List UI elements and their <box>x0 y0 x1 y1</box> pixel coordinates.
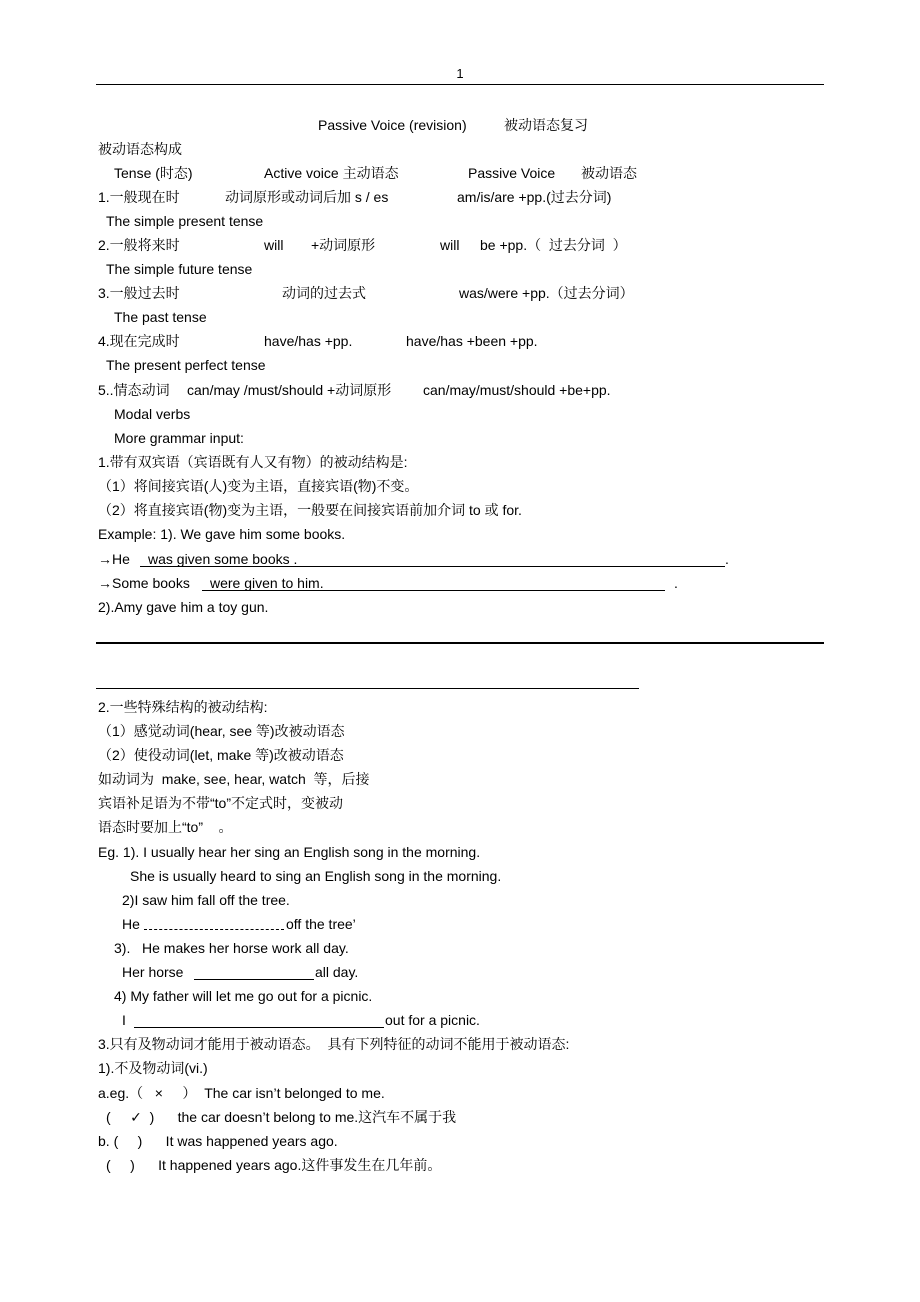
header-passive: Passive Voice <box>468 165 556 181</box>
answer-suffix: off the tree’ <box>286 916 356 932</box>
tense-english: The simple future tense <box>106 261 253 277</box>
tense-passive: can/may/must/should +be+pp. <box>423 382 611 398</box>
example-wrong: b. ( ) It was happened years ago. <box>98 1133 338 1149</box>
tense-active: can/may /must/should +动词原形 <box>187 382 392 398</box>
special-example-1: Eg. 1). I usually hear her sing an English song in the morning. <box>98 844 481 860</box>
answer-prefix: Her horse <box>122 964 184 980</box>
title-chinese: 被动语态复习 <box>504 117 588 133</box>
special-example-4: 4) My father will let me go out for a picnic. <box>114 988 373 1004</box>
answer-rule <box>96 642 824 644</box>
tense-name: 2.一般将来时 <box>98 237 180 253</box>
answer-line <box>96 688 639 689</box>
more-grammar-heading: More grammar input: <box>114 430 244 446</box>
example-right: ( ) It happened years ago.这件事发生在几年前。 <box>106 1157 442 1173</box>
tense-name: 3.一般过去时 <box>98 285 180 301</box>
answer-blank[interactable] <box>144 929 284 930</box>
title-english: Passive Voice (revision) <box>318 117 467 133</box>
tense-name: 4.现在完成时 <box>98 333 180 349</box>
tense-active: 动词原形或动词后加 s / es <box>225 189 389 205</box>
special-note-2: 宾语补足语为不带“to”不定式时，变被动 <box>98 795 343 811</box>
special-heading: 2.一些特殊结构的被动结构: <box>98 699 268 715</box>
page-number: 1 <box>456 66 464 81</box>
tense-name: 1.一般现在时 <box>98 189 180 205</box>
transitive-subheading: 1).不及物动词(vi.) <box>98 1060 208 1076</box>
tense-english: Modal verbs <box>114 406 191 422</box>
example-wrong: a.eg.（ × ） The car isn’t belonged to me. <box>98 1085 385 1101</box>
special-note-3: 语态时要加上“to” 。 <box>98 819 233 835</box>
answer-text: were given to him. <box>210 575 324 591</box>
header-rule <box>96 84 824 85</box>
answer-prefix: →Some books <box>98 575 190 591</box>
answer-period: . <box>674 575 678 591</box>
header-passive-zh: 被动语态 <box>581 165 637 181</box>
tense-english: The past tense <box>114 309 207 325</box>
example-label: Example: 1). We gave him some books. <box>98 526 346 542</box>
tense-passive: was/were +pp.（过去分词） <box>459 285 634 301</box>
answer-period: . <box>725 551 729 567</box>
tense-active: will <box>264 237 284 253</box>
tense-passive: will <box>440 237 460 253</box>
answer-prefix: →He <box>98 551 130 567</box>
tense-passive: am/is/are +pp.(过去分词) <box>457 189 612 205</box>
answer-suffix: out for a picnic. <box>385 1012 480 1028</box>
tense-english: The simple present tense <box>106 213 264 229</box>
special-note-1: 如动词为 make, see, hear, watch 等，后接 <box>98 771 370 787</box>
special-answer-1: She is usually heard to sing an English song in the morning. <box>130 868 502 884</box>
answer-blank[interactable] <box>134 1027 384 1028</box>
double-object-rule-1: （1）将间接宾语(人)变为主语，直接宾语(物)不变。 <box>98 478 419 494</box>
tense-english: The present perfect tense <box>106 357 266 373</box>
section-heading: 被动语态构成 <box>98 141 182 157</box>
double-object-heading: 1.带有双宾语（宾语既有人又有物）的被动结构是: <box>98 454 408 470</box>
example-right: ( ✓ ) the car doesn’t belong to me.这汽车不属于我 <box>106 1109 457 1125</box>
answer-blank[interactable] <box>194 979 314 980</box>
special-rule-1: （1）感觉动词(hear, see 等)改被动语态 <box>98 723 345 739</box>
answer-suffix: all day. <box>315 964 359 980</box>
double-object-rule-2: （2）将直接宾语(物)变为主语，一般要在间接宾语前加介词 to 或 for. <box>98 502 522 518</box>
example-2: 2).Amy gave him a toy gun. <box>98 599 269 615</box>
header-tense: Tense (时态) <box>114 165 193 181</box>
tense-passive: have/has +been +pp. <box>406 333 538 349</box>
special-example-3: 3). He makes her horse work all day. <box>114 940 349 956</box>
tense-passive-suffix: be +pp.（ 过去分词 ） <box>480 237 627 253</box>
transitive-heading: 3.只有及物动词才能用于被动语态。 具有下列特征的动词不能用于被动语态: <box>98 1036 570 1052</box>
tense-active: have/has +pp. <box>264 333 353 349</box>
tense-active-suffix: +动词原形 <box>311 237 376 253</box>
answer-prefix: He <box>122 916 140 932</box>
tense-name: 5..情态动词 <box>98 382 170 398</box>
answer-text: was given some books . <box>148 551 298 567</box>
tense-active: 动词的过去式 <box>282 285 366 301</box>
header-active: Active voice 主动语态 <box>264 165 399 181</box>
special-example-2: 2)I saw him fall off the tree. <box>122 892 290 908</box>
special-rule-2: （2）使役动词(let, make 等)改被动语态 <box>98 747 344 763</box>
answer-prefix: I <box>122 1012 126 1028</box>
